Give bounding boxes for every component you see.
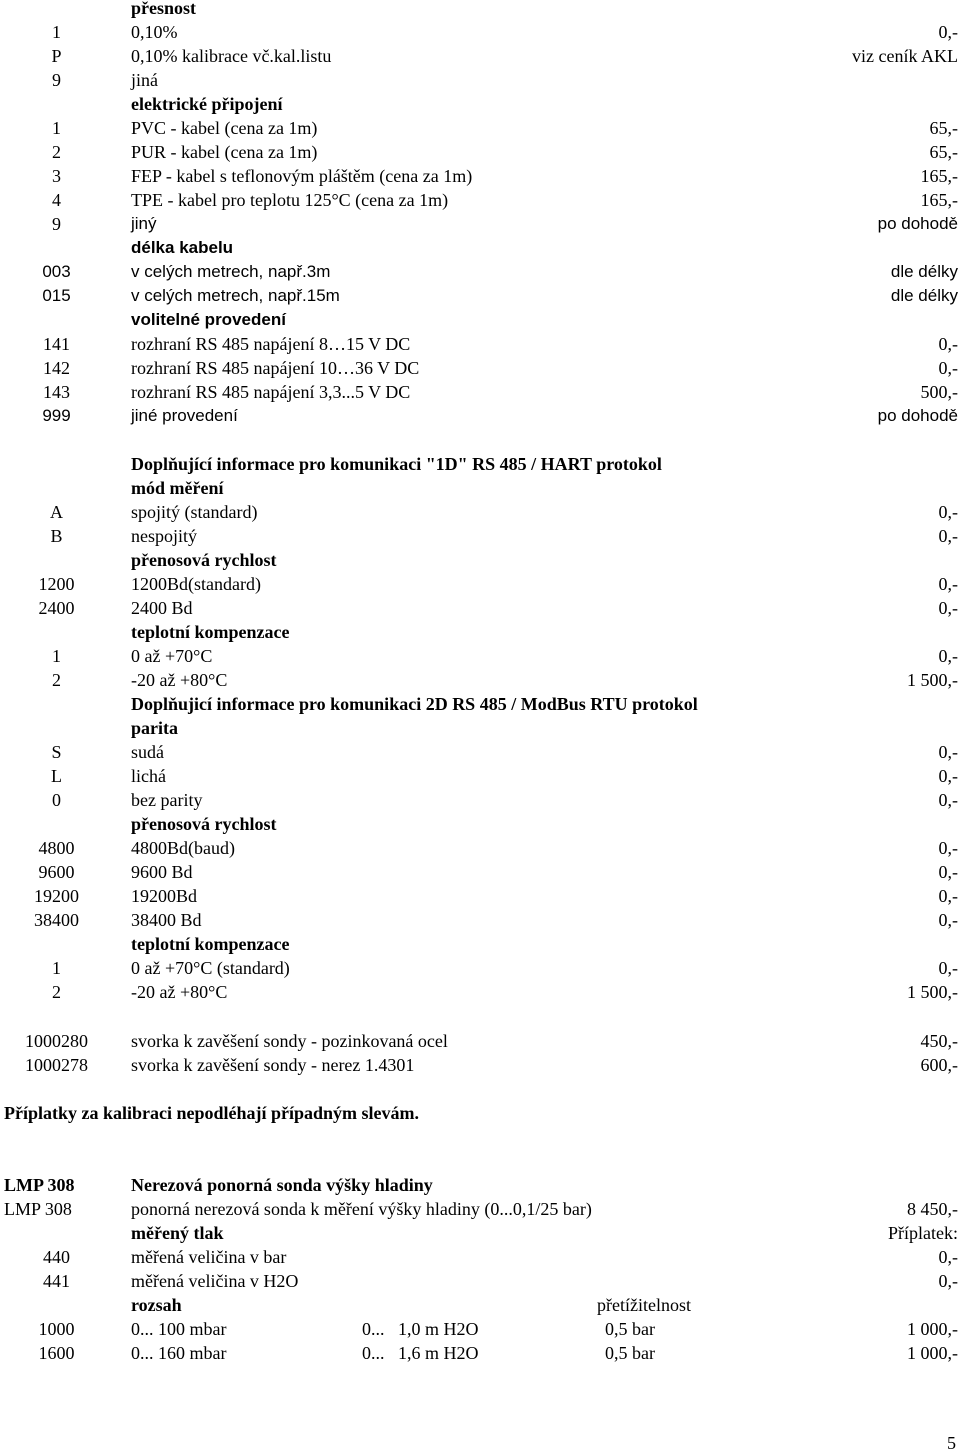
- table-row: 441 měřená veličina v H2O 0,-: [43, 1271, 958, 1291]
- section-heading: přenosová rychlost: [131, 550, 277, 570]
- range-row: 1000 0... 100 mbar 0... 1,0 m H2O 0,5 bar 1 000,-: [38, 1319, 958, 1339]
- range-row: 1600 0... 160 mbar 0... 1,6 m H2O 0,5 bar 1 000,-: [38, 1343, 958, 1363]
- section-heading: volitelné provedení: [131, 310, 286, 329]
- section-heading: délka kabelu: [131, 238, 234, 257]
- page-number: 5: [947, 1433, 956, 1453]
- section-heading: mód měření: [131, 478, 224, 498]
- range-heading-row: rozsah přetížitelnost: [131, 1295, 691, 1315]
- section-heading: teplotní kompenzace: [131, 934, 290, 954]
- section-heading: Doplňujicí informace pro komunikaci 2D RS 485 / ModBus RTU protokol: [131, 694, 698, 714]
- section-heading: měřený tlak Příplatek:: [131, 1223, 958, 1243]
- table-row: 1 0 až +70°C (standard) 0,-: [52, 958, 958, 978]
- section-heading: elektrické připojení: [131, 94, 283, 114]
- table-row: 2 -20 až +80°C 1 500,-: [52, 670, 958, 690]
- table-row: 19200 19200Bd 0,-: [34, 886, 958, 906]
- table-row: 440 měřená veličina v bar 0,-: [43, 1247, 958, 1267]
- table-row: 1 0,10% 0,-: [52, 22, 958, 42]
- table-row: 4800 4800Bd(baud) 0,-: [38, 838, 958, 858]
- section-heading: parita: [131, 718, 178, 738]
- table-row: 2 PUR - kabel (cena za 1m) 65,-: [52, 142, 958, 162]
- accessory-row: 1000278 svorka k zavěšení sondy - nerez 1.4301 600,-: [25, 1055, 958, 1075]
- table-row: 2400 2400 Bd 0,-: [38, 598, 958, 618]
- table-row: B nespojitý 0,-: [50, 526, 958, 546]
- section-heading: Doplňující informace pro komunikaci "1D" RS 485 / HART protokol: [131, 454, 662, 474]
- table-row: 3 FEP - kabel s teflonovým pláštěm (cena za 1m) 165,-: [52, 166, 958, 186]
- table-row: 38400 38400 Bd 0,-: [34, 910, 958, 930]
- table-row: 1200 1200Bd(standard) 0,-: [38, 574, 958, 594]
- table-row: L lichá 0,-: [51, 766, 958, 786]
- table-row: 9600 9600 Bd 0,-: [38, 862, 958, 882]
- section-heading: přenosová rychlost: [131, 814, 277, 834]
- product-row: LMP 308 ponorná nerezová sonda k měření výšky hladiny (0...0,1/25 bar) 8 450,-: [4, 1199, 958, 1219]
- table-row: 2 -20 až +80°C 1 500,-: [52, 982, 958, 1002]
- table-row: 141 rozhraní RS 485 napájení 8…15 V DC 0,-: [43, 334, 958, 354]
- calibration-note: Příplatky za kalibraci nepodléhají případným slevám.: [4, 1103, 420, 1123]
- table-row: 003 v celých metrech, např.3m dle délky: [42, 262, 958, 281]
- product-title-row: LMP 308 Nerezová ponorná sonda výšky hladiny: [4, 1175, 433, 1195]
- table-row: 142 rozhraní RS 485 napájení 10…36 V DC 0,-: [43, 358, 958, 378]
- table-row: 9 jiná: [52, 70, 158, 90]
- table-row: 9 jiný po dohodě: [52, 214, 958, 234]
- table-row: 999 jiné provedení po dohodě: [42, 406, 958, 425]
- table-row: 4 TPE - kabel pro teplotu 125°C (cena za 1m) 165,-: [52, 190, 958, 210]
- table-row: 015 v celých metrech, např.15m dle délky: [42, 286, 958, 305]
- section-heading: přesnost: [131, 0, 197, 18]
- table-row: 1 PVC - kabel (cena za 1m) 65,-: [52, 118, 958, 138]
- table-row: A spojitý (standard) 0,-: [50, 502, 958, 522]
- accessory-row: 1000280 svorka k zavěšení sondy - pozinkovaná ocel 450,-: [25, 1031, 958, 1051]
- table-row: 1 0 až +70°C 0,-: [52, 646, 958, 666]
- table-row: S sudá 0,-: [51, 742, 958, 762]
- table-row: P 0,10% kalibrace vč.kal.listu viz ceník AKL: [51, 46, 958, 66]
- table-row: 143 rozhraní RS 485 napájení 3,3...5 V DC 500,-: [43, 382, 958, 402]
- section-heading: teplotní kompenzace: [131, 622, 290, 642]
- table-row: 0 bez parity 0,-: [52, 790, 958, 810]
